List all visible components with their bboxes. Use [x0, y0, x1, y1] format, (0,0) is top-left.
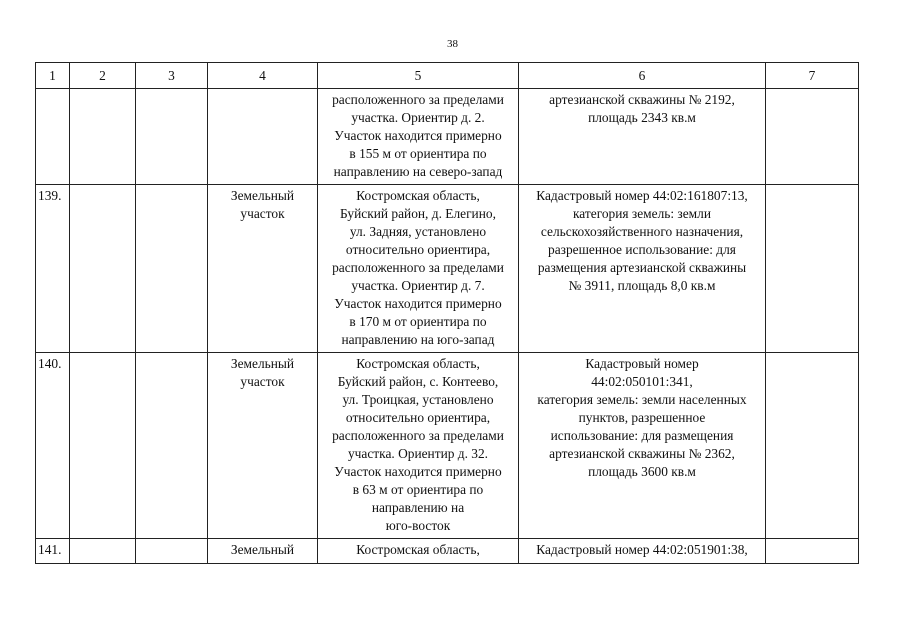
row-number: 140.	[36, 353, 70, 539]
object-details: Кадастровый номер 44:02:051901:38,	[519, 539, 766, 564]
cell-col3	[136, 89, 208, 185]
column-header: 2	[70, 63, 136, 89]
object-type: Земельный	[208, 539, 318, 564]
object-location: Костромская область,	[318, 539, 519, 564]
row-number: 141.	[36, 539, 70, 564]
cell-col3	[136, 185, 208, 353]
object-details: артезианской скважины № 2192, площадь 2343 кв.м	[519, 89, 766, 185]
row-number	[36, 89, 70, 185]
object-location: расположенного за пределами участка. Ориентир д. 2. Участок находится примерно в 155 м от ориентира по направлению на северо-запад	[318, 89, 519, 185]
cell-col2	[70, 539, 136, 564]
cell-col7	[766, 185, 859, 353]
column-header: 1	[36, 63, 70, 89]
row-number: 139.	[36, 185, 70, 353]
cell-col7	[766, 539, 859, 564]
object-type	[208, 89, 318, 185]
column-header: 4	[208, 63, 318, 89]
cell-col7	[766, 353, 859, 539]
column-header: 7	[766, 63, 859, 89]
land-plots-table	[35, 62, 859, 564]
object-location: Костромская область, Буйский район, д. Елегино, ул. Задняя, установлено относительно ориентира, расположенного за пределами участка. Ориентир д. 7. Участок находится примерно в 170 м от ориентира по направлению на юго-запад	[318, 185, 519, 353]
table-row	[36, 185, 859, 353]
column-header: 6	[519, 63, 766, 89]
cell-col2	[70, 353, 136, 539]
column-header: 5	[318, 63, 519, 89]
cell-col3	[136, 353, 208, 539]
object-details: Кадастровый номер 44:02:161807:13, категория земель: земли сельскохозяйственного назначения, разрешенное использование: для размещения артезианской скважины № 3911, площадь 8,0 кв.м	[519, 185, 766, 353]
cell-col2	[70, 89, 136, 185]
column-header: 3	[136, 63, 208, 89]
cell-col2	[70, 185, 136, 353]
page-number: 38	[447, 38, 458, 50]
object-type: Земельный участок	[208, 185, 318, 353]
table-row	[36, 539, 859, 564]
object-location: Костромская область, Буйский район, с. Контеево, ул. Троицкая, установлено относительно ориентира, расположенного за пределами участка. Ориентир д. 32. Участок находится примерно в 63 м от ориентира по направлению на юго-восток	[318, 353, 519, 539]
object-details: Кадастровый номер 44:02:050101:341, категория земель: земли населенных пунктов, разрешенное использование: для размещения артезианской скважины № 2362, площадь 3600 кв.м	[519, 353, 766, 539]
table-row	[36, 353, 859, 539]
cell-col3	[136, 539, 208, 564]
object-type: Земельный участок	[208, 353, 318, 539]
table-header-row	[36, 63, 859, 89]
table-row	[36, 89, 859, 185]
cell-col7	[766, 89, 859, 185]
